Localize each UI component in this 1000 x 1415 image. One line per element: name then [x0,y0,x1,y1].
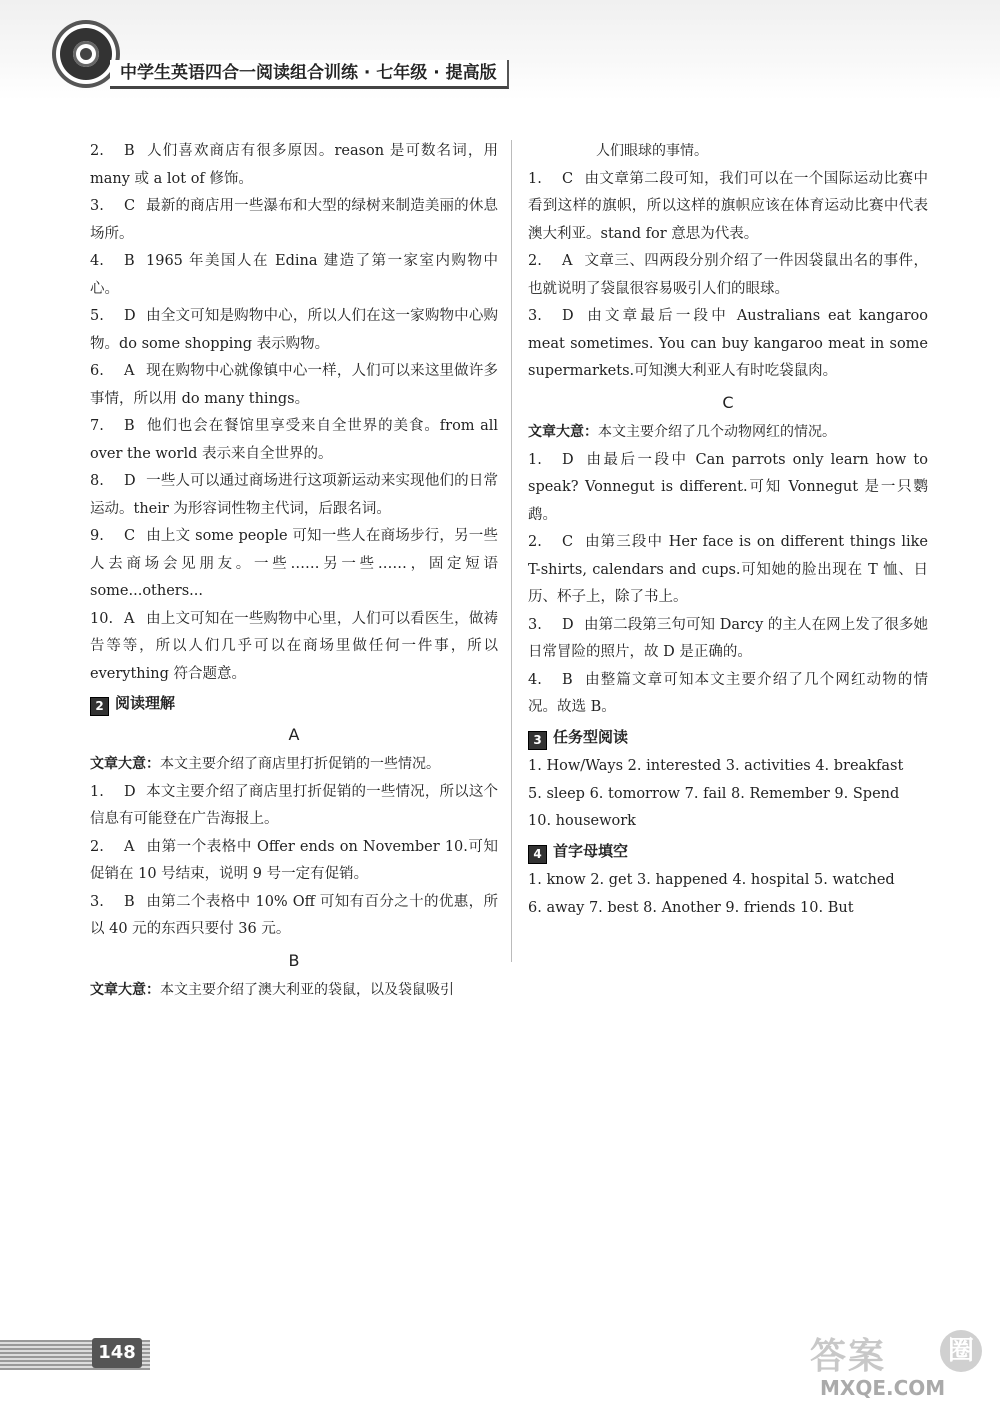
summary-text: 本文主要介绍了几个动物网红的情况。 [598,424,836,440]
answer-line: 1. How/Ways 2. interested 3. activities 4. breakfast [528,758,904,774]
answer-item [90,834,498,889]
explanation-text: 本文主要介绍了商店里打折促销的一些情况，所以这个信息有可能登在广告海报上。 [90,783,498,827]
section-number-badge: 4 [528,845,547,864]
answer-item [90,193,498,248]
part-c-answers [528,447,928,722]
answer-letter: C [124,198,136,214]
explanation-text: 由第一个表格中 Offer ends on November 10.可知促销在 10 号结束，说明 9 号一定有促销。 [90,838,498,882]
question-number: 6. [90,363,104,379]
watermark-circle: 圈 [940,1330,982,1372]
part-c-heading: C [722,392,734,412]
summary-text: 本文主要介绍了澳大利亚的袋鼠，以及袋鼠吸引 [160,982,454,998]
answer-item [90,303,498,358]
explanation-text: 由全文可知是购物中心，所以人们在这一家购物中心购物。do some shopping 表示购物。 [90,308,498,352]
left-column [90,138,498,1005]
part-b-answers [528,166,928,386]
answer-letter: B [124,253,135,269]
summary-label: 文章大意： [90,756,160,772]
watermark-site: MXQE.COM [820,1376,946,1400]
question-number: 1. [90,783,104,800]
question-number: 2. [90,838,104,855]
answer-letter: A [124,610,135,627]
question-number: 2. [90,143,104,159]
answer-letter: D [124,783,136,800]
explanation-text: 由最后一段中 Can parrots only learn how to speak? Vonnegut is different.可知 Vonnegut 是一只鹦鹉。 [528,451,928,523]
part-a-answers [90,779,498,944]
answer-item [90,138,498,193]
question-number: 3. [528,308,542,324]
summary-label: 文章大意： [90,982,160,998]
answer-letter: B [124,143,135,159]
section-title: 首字母填空 [553,841,629,860]
section-heading-reading [90,690,498,718]
explanation-text: 由上文可知在一些购物中心里，人们可以看医生，做祷告等等，所以人们几乎可以在商场里做任何一件事，所以 everything 符合题意。 [90,610,498,682]
answer-letter: C [562,534,574,550]
explanation-text: 1965 年美国人在 Edina 建造了第一家室内购物中心。 [90,253,498,297]
book-title: 中学生英语四合一阅读组合训练 · 七年级 · 提高版 [110,60,509,89]
answer-item [528,529,928,612]
question-number: 9. [90,528,104,544]
part-b-summary-continued: 人们眼球的事情。 [596,143,708,159]
answer-letter: D [562,451,574,468]
answer-letter: A [562,253,573,269]
part-b-heading: B [288,950,300,970]
answer-item [90,779,498,834]
answer-letter: A [124,363,135,379]
explanation-text: 他们也会在餐馆里享受来自全世界的美食。from all over the world 表示来自全世界的。 [90,418,498,462]
question-number: 1. [528,170,542,187]
page-header [0,0,1000,100]
answer-letter: D [124,308,136,324]
question-number: 3. [90,198,104,214]
question-number: 3. [528,616,542,633]
explanation-text: 由文章第二段可知，我们可以在一个国际运动比赛中看到这样的旗帜，所以这样的旗帜应该在体育运动比赛中代表澳大利亚。stand for 意思为代表。 [528,170,928,242]
question-number: 7. [90,418,104,434]
answer-letter: D [124,473,136,489]
question-number: 8. [90,473,104,489]
answer-item [90,606,498,689]
question-number: 1. [528,451,542,468]
question-number: 5. [90,308,104,324]
answer-letter: B [124,893,135,910]
section-number-badge: 2 [90,697,109,716]
part-a-heading: A [288,724,300,744]
explanation-text: 最新的商店用一些瀑布和大型的绿树来制造美丽的休息场所。 [90,198,498,242]
answer-item [90,358,498,413]
question-number: 3. [90,893,104,910]
answer-line: 6. away 7. best 8. Another 9. friends 10. But [528,899,854,916]
explanation-text: 由整篇文章可知本文主要介绍了几个网红动物的情况。故选 B。 [528,671,928,715]
explanation-text: 人们喜欢商店有很多原因。reason 是可数名词，用 many 或 a lot of 修饰。 [90,143,498,187]
answer-item [528,612,928,667]
answer-item [90,468,498,523]
answer-letter: D [562,616,574,633]
column-divider [511,140,512,962]
answer-line: 10. housework [528,813,636,829]
section-title: 阅读理解 [115,694,176,712]
explanation-text: 一些人可以通过商场进行这项新运动来实现他们的日常运动。their 为形容词性物主代词，后跟名词。 [90,473,498,517]
explanation-text: 由文章最后一段中 Australians eat kangaroo meat sometimes. You can buy kangaroo meat in some supermarkets.可知澳大利亚人有时吃袋鼠肉。 [528,308,928,379]
answer-item [90,248,498,303]
part-b-summary [90,977,498,1005]
answer-line: 5. sleep 6. tomorrow 7. fail 8. Remember 9. Spend [528,785,900,802]
right-column [528,138,928,922]
answer-item [528,667,928,722]
part-c-summary [528,419,928,447]
answer-letter: B [562,671,573,688]
answer-item [90,889,498,944]
explanation-text: 文章三、四两段分别介绍了一件因袋鼠出名的事件，也就说明了袋鼠很容易吸引人们的眼球。 [528,253,928,297]
answer-letter: D [562,308,574,324]
part-a-summary [90,751,498,779]
question-number: 2. [528,253,542,269]
explanation-text: 由第二个表格中 10% Off 可知有百分之十的优惠，所以 40 元的东西只要付 36 元。 [90,893,498,937]
section-title: 任务型阅读 [553,727,629,746]
watermark-main: 答案 [810,1336,887,1377]
question-number: 10. [90,610,114,627]
answer-letter: C [124,528,136,544]
section-heading-initial-letter-fill [528,838,928,866]
answer-line: 1. know 2. get 3. happened 4. hospital 5. watched [528,872,895,888]
watermark [800,1328,990,1408]
answer-letter: B [124,418,135,434]
summary-text: 本文主要介绍了商店里打折促销的一些情况。 [160,756,440,772]
answer-item [528,303,928,386]
question-number: 4. [90,253,104,269]
explanation-text: 由上文 some people 可知一些人在商场步行，另一些人去商场会见朋友。一些……另一些……，固定短语 some...others... [90,528,498,599]
explanation-text: 现在购物中心就像镇中心一样，人们可以来这里做许多事情，所以用 do many things。 [90,363,498,407]
explanation-text: 由第二段第三句可知 Darcy 的主人在网上发了很多她日常冒险的照片，故 D 是正确的。 [528,616,928,660]
question-number: 2. [528,534,542,550]
answer-list-section1 [90,138,498,688]
answer-item [90,413,498,468]
answer-letter: C [562,170,574,187]
answer-item [528,166,928,249]
book-logo-icon [60,28,112,80]
explanation-text: 由第三段中 Her face is on different things like T-shirts, calendars and cups.可知她的脸出现在 T 恤、日历、杯子上，除了书上。 [528,534,928,605]
question-number: 4. [528,671,542,688]
section-heading-task-reading [528,724,928,752]
page-number: 148 [92,1338,142,1368]
summary-label: 文章大意： [528,424,598,440]
section-number-badge: 3 [528,731,547,750]
answer-item [528,447,928,530]
answer-letter: A [124,838,135,855]
answer-item [90,523,498,606]
answer-item [528,248,928,303]
